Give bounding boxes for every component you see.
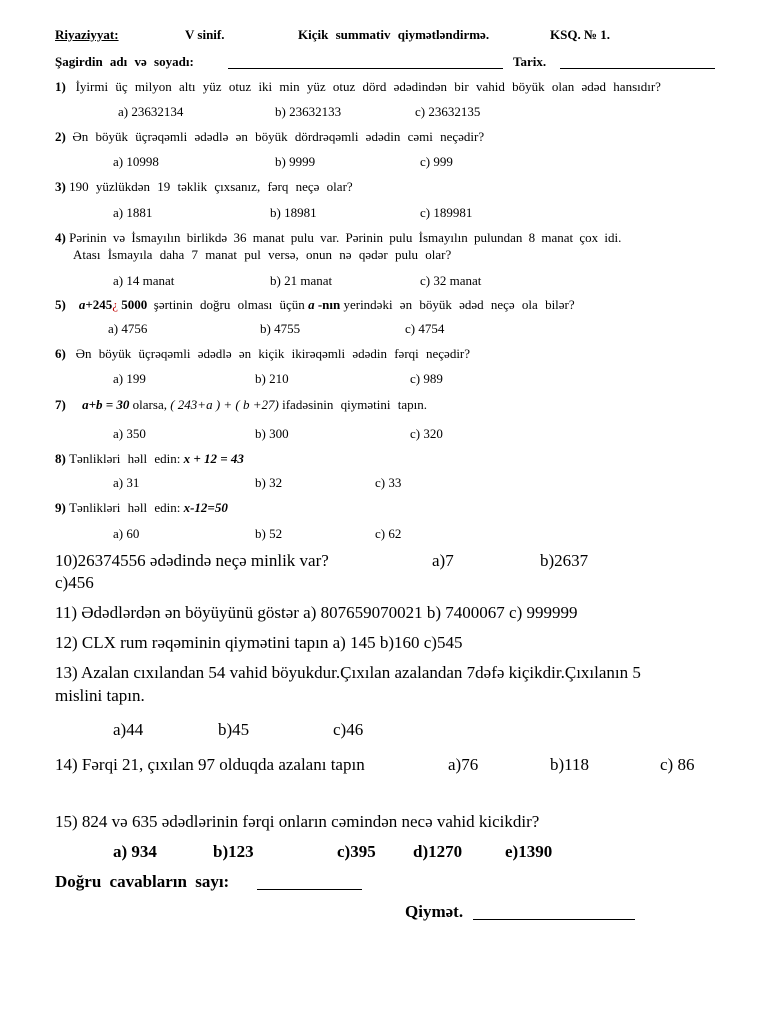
question-6: 6) Ən böyük üçrəqəmli ədədlə ən kiçik ikirəqəmli ədədin fərqi neçədir? (55, 346, 471, 361)
question-4: 4) Pərinin və İsmayılın birlikdə 36 manat pulu var. Pərinin pulu İsmayılın pulundan 8 manat çox idi. (55, 230, 622, 245)
question-9: 9) Tənlikləri həll edin: x-12=50 (55, 500, 228, 515)
q13-option-c[interactable]: c)46 (333, 720, 364, 739)
q6-option-a[interactable]: a) 199 (113, 371, 146, 386)
q15-option-a[interactable]: a) 934 (113, 842, 157, 861)
question-3: 3) 190 yüzlükdən 19 təklik çıxsanız, fərq neçə olar? (55, 179, 353, 194)
q2-option-b[interactable]: b) 9999 (275, 154, 316, 169)
subject-label: Riyaziyyat: (55, 27, 119, 42)
grade-result-field[interactable] (473, 902, 635, 920)
question-5: 5) a+245¿ 5000 şərtinin doğru olması üçün a -nın yerindəki ən böyük ədəd neçə ola bilər? (55, 297, 575, 312)
question-10: 10)26374556 ədədində neçə minlik var? (55, 551, 329, 570)
q14-option-c[interactable]: c) 86 (660, 755, 695, 774)
q9-option-a[interactable]: a) 60 (113, 526, 140, 541)
q3-option-b[interactable]: b) 18981 (270, 205, 317, 220)
q9-option-b[interactable]: b) 52 (255, 526, 283, 541)
question-13-line-2: mislini tapın. (55, 686, 145, 705)
q7-option-a[interactable]: a) 350 (113, 426, 146, 441)
q15-option-c[interactable]: c)395 (337, 842, 376, 861)
q7-option-b[interactable]: b) 300 (255, 426, 289, 441)
q13-option-b[interactable]: b)45 (218, 720, 250, 739)
q9-option-c[interactable]: c) 62 (375, 526, 402, 541)
grade-result-label: Qiymət. (405, 902, 464, 921)
test-code: KSQ. № 1. (550, 27, 611, 42)
question-7: 7) a+b = 30 olarsa, ( 243+a ) + ( b +27) ifadəsinin qiymətini tapın. (55, 397, 427, 412)
question-13: 13) Azalan cıxılandan 54 vahid böyukdur.Çıxılan azalandan 7dəfə kiçikdir.Çıxılanın 5 (55, 663, 641, 682)
q5-option-c[interactable]: c) 4754 (405, 321, 445, 336)
q14-option-a[interactable]: a)76 (448, 755, 479, 774)
q15-option-d[interactable]: d)1270 (413, 842, 463, 861)
q15-option-e[interactable]: e)1390 (505, 842, 553, 861)
question-2: 2) Ən böyük üçrəqəmli ədədlə ən böyük dördrəqəmli ədədin cəmi neçədir? (55, 129, 485, 144)
question-15: 15) 824 və 635 ədədlərinin fərqi onların cəmindən necə vahid kicikdir? (55, 812, 540, 831)
q15-option-b[interactable]: b)123 (213, 842, 254, 861)
q5-option-a[interactable]: a) 4756 (108, 321, 148, 336)
grade-label: V sinif. (185, 27, 225, 42)
q13-option-a[interactable]: a)44 (113, 720, 144, 739)
q5-option-b[interactable]: b) 4755 (260, 321, 301, 336)
q8-option-b[interactable]: b) 32 (255, 475, 283, 490)
q4-option-b[interactable]: b) 21 manat (270, 273, 333, 288)
correct-answers-field[interactable] (257, 872, 362, 890)
q3-option-c[interactable]: c) 189981 (420, 205, 473, 220)
q1-option-c[interactable]: c) 23632135 (415, 104, 481, 119)
question-12: 12) CLX rum rəqəminin qiymətini tapın a) 145 b)160 c)545 (55, 633, 463, 652)
student-name-field[interactable] (228, 54, 503, 69)
q1-option-a[interactable]: a) 23632134 (118, 104, 184, 119)
test-title: Kiçik summativ qiymətləndirmə. (298, 27, 490, 42)
q10-option-c[interactable]: c)456 (55, 573, 94, 592)
q1-option-b[interactable]: b) 23632133 (275, 104, 342, 119)
question-14: 14) Fərqi 21, çıxılan 97 olduqda azalanı tapın (55, 755, 365, 774)
q10-option-a[interactable]: a)7 (432, 551, 454, 570)
q7-option-c[interactable]: c) 320 (410, 426, 443, 441)
q8-option-c[interactable]: c) 33 (375, 475, 402, 490)
correct-answers-label: Doğru cavabların sayı: (55, 872, 230, 891)
question-4-line-2: Atası İsmayıla daha 7 manat pul versə, onun nə qədər pulu olar? (73, 247, 452, 262)
q4-option-c[interactable]: c) 32 manat (420, 273, 482, 288)
question-8: 8) Tənlikləri həll edin: x + 12 = 43 (55, 451, 244, 466)
q4-option-a[interactable]: a) 14 manat (113, 273, 175, 288)
student-name-label: Şagirdin adı və soyadı: (55, 54, 194, 69)
q6-option-b[interactable]: b) 210 (255, 371, 289, 386)
date-label: Tarix. (513, 54, 547, 69)
q10-option-b[interactable]: b)2637 (540, 551, 589, 570)
q2-option-a[interactable]: a) 10998 (113, 154, 159, 169)
q3-option-a[interactable]: a) 1881 (113, 205, 153, 220)
question-1: 1) İyirmi üç milyon altı yüz otuz iki min yüz otuz dörd ədədindən bir vahid böyük olan ədəd hansıdır? (55, 79, 661, 94)
q8-option-a[interactable]: a) 31 (113, 475, 140, 490)
q2-option-c[interactable]: c) 999 (420, 154, 453, 169)
question-11: 11) Ədədlərdən ən böyüyünü göstər a) 807659070021 b) 7400067 c) 999999 (55, 603, 578, 622)
date-field[interactable] (560, 54, 715, 69)
q14-option-b[interactable]: b)118 (550, 755, 590, 774)
q6-option-c[interactable]: c) 989 (410, 371, 443, 386)
